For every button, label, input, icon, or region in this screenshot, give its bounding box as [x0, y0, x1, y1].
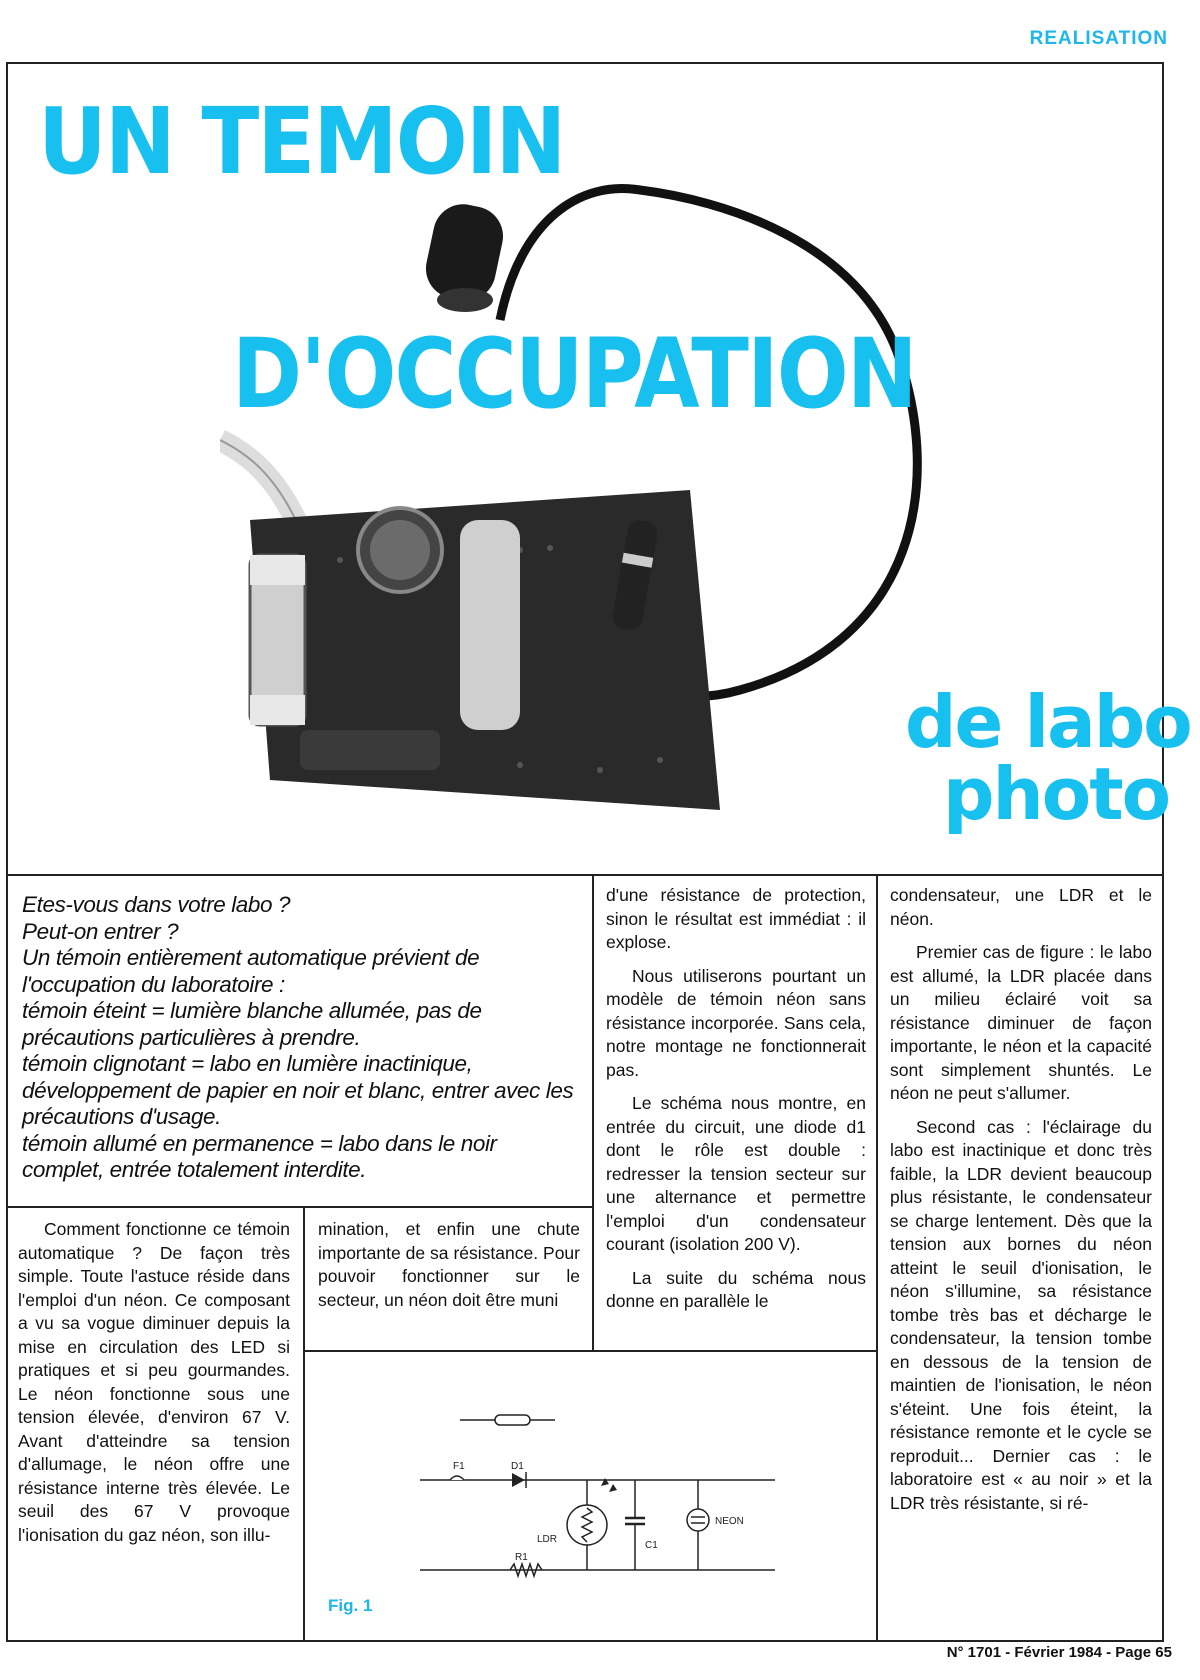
- neon-label: NEON: [715, 1516, 744, 1527]
- intro-line: témoin éteint = lumière blanche allumée, pas de précautions particulières à prendre.: [22, 998, 482, 1050]
- subtitle-line-2: photo: [943, 752, 1170, 836]
- circuit-photo: [220, 160, 940, 840]
- title-line-2: D'OCCUPATION: [232, 318, 916, 430]
- intro-line: témoin clignotant = labo en lumière inactinique, développement de papier en noir et blanc, entrer avec les précautions d'usage.: [22, 1051, 574, 1129]
- column-1: [18, 1218, 290, 1557]
- column-2: [318, 1218, 580, 1322]
- d1-label: D1: [511, 1461, 524, 1472]
- paragraph: Second cas : l'éclairage du labo est inactinique et donc très faible, la LDR devient beaucoup plus résistante, le condensateur se charge lentement. Dès que la tension aux bornes du néon atteint le seuil d'ionisation, le néon s'illumine, sa résistance tombe très bas et décharge le condensateur, la tension tombe en dessous de la tension de maintien de l'ionisation, le néon s'éteint. Une fois éteint, la résistance remonte et le cycle se reproduit... Dernier cas : le laboratoire est « au noir » et la LDR très résistante, si ré-: [890, 1116, 1152, 1513]
- column-3: [606, 884, 866, 1324]
- intro-text: [22, 892, 582, 1184]
- paragraph: condensateur, une LDR et le néon.: [890, 885, 1152, 929]
- paragraph: Comment fonctionne ce témoin automatique ? De façon très simple. Toute l'astuce réside dans l'emploi d'un néon. Ce composant a vu sa vogue diminuer depuis la mise en circulation des LED si pratiques et si peu gourmandes. Le néon fonctionne sous une tension élevée, d'environ 67 V. Avant d'atteindre sa tension d'allumage, le néon offre une résistance interne très élevée. Le seuil des 67 V provoque l'ionisation du gaz néon, son illu-: [18, 1219, 290, 1545]
- paragraph: Le schéma nous montre, en entrée du circuit, une diode d1 dont le rôle est double : redresser la tension secteur sur une alternance et permettre l'emploi d'un condensateur courant (isolation 200 V).: [606, 1093, 866, 1254]
- section-label: REALISATION: [1029, 28, 1168, 49]
- paragraph: Premier cas de figure : le labo est allumé, la LDR placée dans un milieu éclairé voit sa résistance diminuer de façon importante, le néon et la capacité sont simplement shuntés. Le néon ne peut s'allumer.: [890, 942, 1152, 1103]
- paragraph: mination, et enfin une chute importante de sa résistance. Pour pouvoir fonctionner sur le secteur, un néon doit être muni: [318, 1219, 580, 1310]
- subtitle-line-1: de labo: [905, 680, 1191, 764]
- paragraph: Nous utiliserons pourtant un modèle de témoin néon sans résistance incorporée. Sans cela, notre montage ne fonctionnerait pas.: [606, 965, 866, 1080]
- ldr-label: LDR: [537, 1534, 558, 1545]
- column-4: [890, 884, 1152, 1525]
- intro-line: Peut-on entrer ?: [22, 918, 179, 944]
- c1-label: C1: [645, 1540, 658, 1551]
- schematic-diagram: [305, 1352, 876, 1640]
- intro-line: Un témoin entièrement automatique prévient de l'occupation du laboratoire :: [22, 945, 480, 997]
- figure-label: Fig. 1: [328, 1596, 373, 1615]
- intro-line: témoin allumé en permanence = labo dans le noir complet, entrée totalement interdite.: [22, 1130, 497, 1182]
- intro-line: Etes-vous dans votre labo ?: [22, 892, 291, 917]
- page-footer: N° 1701 - Février 1984 - Page 65: [946, 1644, 1172, 1661]
- paragraph: La suite du schéma nous donne en parallèle le: [606, 1267, 866, 1311]
- f1-label: F1: [453, 1461, 465, 1472]
- r1-label: R1: [515, 1552, 528, 1563]
- title-line-1: UN TEMOIN: [38, 88, 565, 195]
- paragraph: d'une résistance de protection, sinon le résultat est immédiat : il explose.: [606, 885, 866, 952]
